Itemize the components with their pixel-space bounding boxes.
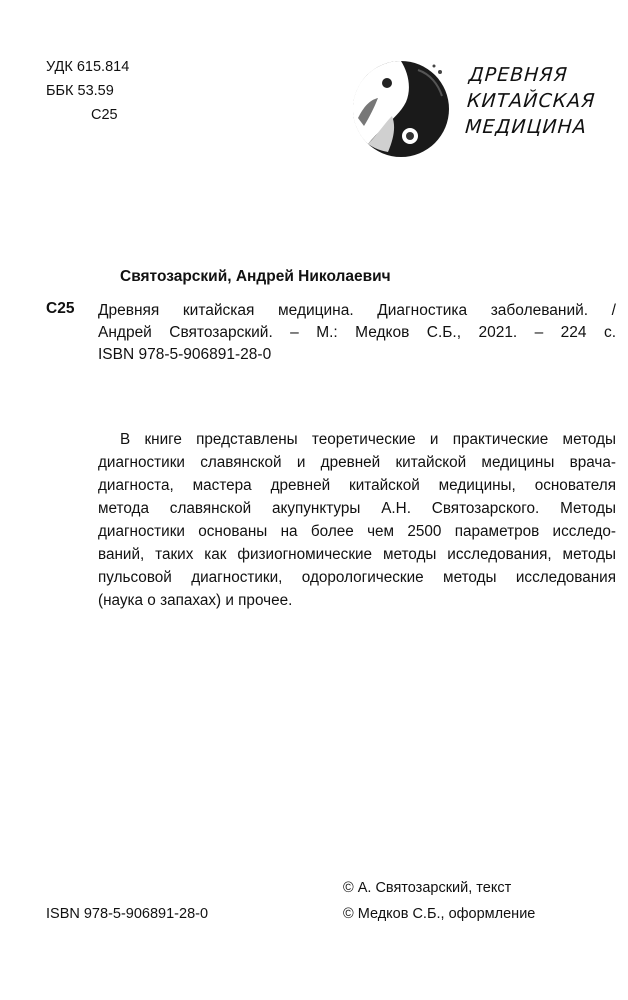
copyright-text: © А. Святозарский, текст [343, 880, 512, 896]
series-logo-line-3: МЕДИЦИНА [464, 116, 588, 138]
series-logo-line-1: ДРЕВНЯЯ [468, 64, 569, 86]
footer-isbn: ISBN 978-5-906891-28-0 [46, 906, 209, 922]
biblio-line: Древняя китайская медицина. Диагностика заболеваний. / [98, 302, 616, 319]
bibliographic-description [98, 300, 616, 366]
biblio-line: Андрей Святозарский. – М.: Медков С.Б., 2021. – 224 с. [98, 324, 616, 341]
author-mark: С25 [91, 107, 118, 123]
abstract-line: диагностики славянской и древней китайской медицины врача- [98, 454, 616, 471]
series-logo-title [464, 62, 619, 140]
series-logo-line-2: КИТАЙСКАЯ [466, 90, 597, 112]
udk-code: УДК 615.814 [46, 59, 130, 75]
abstract-paragraph [98, 428, 616, 612]
abstract-line: пульсовой диагностики, одорологические методы исследования [98, 569, 616, 586]
abstract-line: диагностики основаны на более чем 2500 параметров исследо- [98, 523, 616, 540]
copyright-design: © Медков С.Б., оформление [343, 906, 536, 922]
abstract-line: В книге представлены теоретические и практические методы [120, 431, 616, 448]
abstract-line: диагноста, мастера древней китайской медицины, основателя [98, 477, 616, 494]
biblio-isbn: ISBN 978-5-906891-28-0 [98, 346, 272, 363]
abstract-line: (наука о запахах) и прочее. [98, 592, 293, 609]
bbk-code: ББК 53.59 [46, 83, 114, 99]
abstract-line: метода славянской акупунктуры А.Н. Святозарского. Методы [98, 500, 616, 517]
abstract-line: ваний, таких как физиогномические методы исследования, методы [98, 546, 616, 563]
author-heading: Святозарский, Андрей Николаевич [120, 268, 391, 285]
yin-yang-emblem-icon [348, 56, 466, 162]
record-code: С25 [46, 300, 75, 317]
